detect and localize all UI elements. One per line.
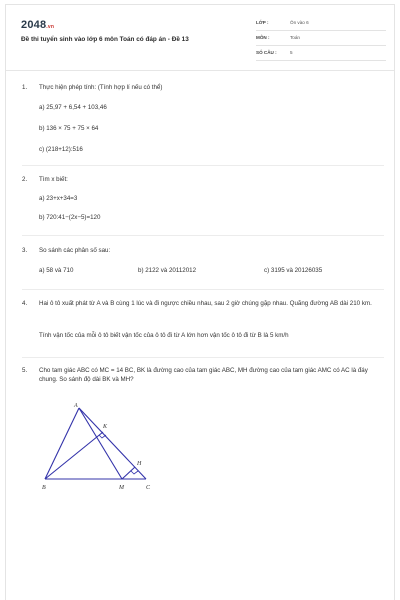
vertex-label-k: K <box>103 424 108 430</box>
vertex-label-b: B <box>42 485 46 491</box>
segment-am <box>79 408 122 479</box>
question-item: a) 23+x+34=3 <box>39 195 78 202</box>
site-logo[interactable] <box>21 19 54 31</box>
meta-row-class <box>256 16 386 31</box>
question-divider <box>22 235 384 236</box>
question-number: 4. <box>22 300 28 307</box>
document-header <box>6 5 394 71</box>
question-text: Thực hiện phép tính: (Tính hợp lí nếu có thể) <box>39 84 163 91</box>
question-item: c) (218+12):516 <box>39 146 83 153</box>
vertex-label-h: H <box>137 461 142 467</box>
question-option: b) 2122 và 20112012 <box>138 267 197 274</box>
question-text: Tìm x biết: <box>39 176 68 183</box>
question-text: Cho tam giác ABC có MC = 14 BC, BK là đường cao của tam giác ABC, MH đường cao của tam giác AMC có AC là đáy chung. So sánh độ dài BK và MH? <box>39 367 368 383</box>
vertex-label-a: A <box>74 403 78 409</box>
question-text-secondary: Tính vận tốc của mỗi ô tô biết vận tốc của ô tô đi từ A lớn hơn vận tốc ô tô đi từ B là 5 km/h <box>39 332 289 339</box>
right-angle-mark-k <box>99 435 106 438</box>
question-number: 5. <box>22 367 28 374</box>
question-divider <box>22 165 384 166</box>
question-item: b) 136 × 75 + 75 × 64 <box>39 125 99 132</box>
meta-value: 5 <box>290 50 293 55</box>
question-item: b) 720:41−(2x−5)=120 <box>39 214 101 221</box>
site-logo-suffix: .vn <box>46 24 55 30</box>
question-number: 3. <box>22 247 28 254</box>
meta-row-subject <box>256 31 386 46</box>
site-logo-text: 2048 <box>21 19 47 31</box>
question-divider <box>22 289 384 290</box>
vertex-label-c: C <box>146 485 151 491</box>
segment-bk <box>45 432 103 479</box>
triangle-figure <box>42 401 162 493</box>
meta-info <box>256 16 386 61</box>
document-page <box>5 4 395 600</box>
question-option: a) 58 và 710 <box>39 267 74 274</box>
meta-row-count <box>256 46 386 61</box>
meta-value: Toán <box>290 35 300 40</box>
meta-label: LỚP : <box>256 20 269 25</box>
question-option: c) 3195 và 20126035 <box>264 267 323 274</box>
meta-label: SỐ CÂU : <box>256 50 277 55</box>
page-title: Đề thi tuyển sinh vào lớp 6 môn Toán có đáp án - Đề 13 <box>21 36 189 43</box>
meta-value: Ôn vào 6 <box>290 20 309 25</box>
question-number: 2. <box>22 176 28 183</box>
right-angle-mark-h <box>131 471 138 474</box>
question-item: a) 25,97 + 6,54 + 103,46 <box>39 104 107 111</box>
vertex-label-m: M <box>119 485 124 491</box>
question-divider <box>22 357 384 358</box>
question-text: So sánh các phân số sau: <box>39 247 111 254</box>
meta-label: MÔN : <box>256 35 270 40</box>
question-text: Hai ô tô xuất phát từ A và B cùng 1 lúc và đi ngược chiều nhau, sau 2 giờ chúng gặp nhau. Quãng đường AB dài 210 km. <box>39 300 372 307</box>
question-number: 1. <box>22 84 28 91</box>
segment-ab <box>45 408 79 479</box>
